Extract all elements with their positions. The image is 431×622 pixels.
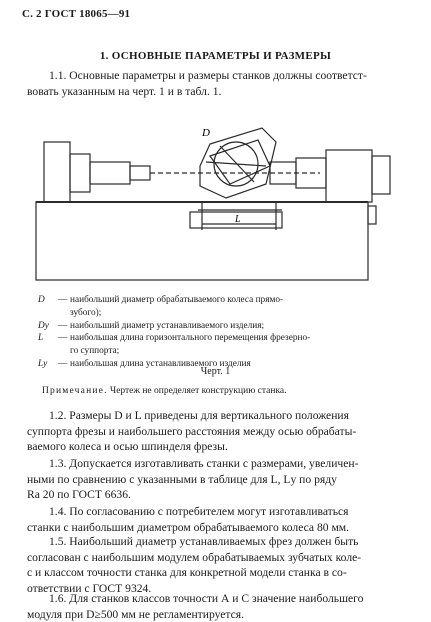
- paragraph-1-3: [27, 456, 414, 503]
- note-text: Чертеж не определяет конструкцию станка.: [107, 386, 287, 396]
- legend-item-l: [38, 332, 410, 358]
- legend-symbol: L: [38, 333, 44, 344]
- legend-dash: —: [58, 295, 68, 305]
- drawing-label-l: L: [235, 214, 241, 225]
- legend-text: го суппорта;: [70, 346, 120, 357]
- legend-text: наибольшая длина устанавливаемого изделия: [70, 358, 251, 369]
- legend-dash: —: [58, 320, 68, 331]
- paragraph-line: 1.2. Размеры D и L приведены для вертикального положения: [49, 409, 349, 422]
- legend-text: наибольшая длина горизонтального перемещения фрезерно-: [70, 333, 311, 344]
- paragraph-line: суппорта фрезы и наибольшего расстояния между осью обрабаты-: [27, 424, 357, 438]
- legend-symbol: Lу: [38, 358, 48, 369]
- legend-item-d: [38, 294, 410, 320]
- legend-text: наибольший диаметр устанавливаемого изделия;: [70, 320, 265, 331]
- paragraph-line: 1.1. Основные параметры и размеры станков должны соответст-: [49, 69, 367, 82]
- drawing-legend: [38, 294, 410, 371]
- paragraph-line: вовать указанным на черт. 1 и в табл. 1.: [27, 84, 222, 98]
- paragraph-line: 1.3. Допускается изготавливать станки с размерами, увеличен-: [49, 457, 359, 470]
- section-title: 1. ОСНОВНЫЕ ПАРАМЕТРЫ И РАЗМЕРЫ: [99, 50, 332, 62]
- legend-symbol: D: [38, 295, 45, 305]
- paragraph-line: станки с наибольшим диаметром обрабатываемого колеса 80 мм.: [27, 520, 350, 534]
- legend-text: наибольший диаметр обрабатываемого колеса прямо-: [70, 295, 284, 305]
- paragraph-line: с и классом точности станка для конкретной модели станка в со-: [27, 566, 347, 580]
- paragraph-line: согласован с наибольшим модулем обрабатываемых зубчатых коле-: [27, 550, 362, 564]
- legend-dash: —: [58, 333, 68, 344]
- paragraph-1-1: [27, 68, 414, 99]
- paragraph-line: 1.4. По согласованию с потребителем могут изготавливаться: [49, 505, 349, 518]
- paragraph-line: 1.5. Наибольший диаметр устанавливаемых фрез должен быть: [49, 535, 359, 548]
- note: [42, 386, 287, 396]
- drawing-label-d: D: [202, 127, 210, 139]
- paragraph-1-2: [27, 408, 414, 455]
- paragraph-line: модуля при D≥500 мм не регламентируется.: [27, 607, 244, 621]
- legend-item-dy: [38, 320, 410, 333]
- machine-drawing: [30, 106, 406, 286]
- paragraph-line: Ra 20 по ГОСТ 6636.: [27, 488, 131, 502]
- paragraph-line: 1.6. Для станков классов точности А и С значение наибольшего: [49, 592, 364, 605]
- paragraph-1-6: [27, 591, 414, 622]
- paragraph-line: ответствии с ГОСТ 9324.: [27, 582, 152, 596]
- paragraph-1-4: [27, 504, 414, 535]
- legend-symbol: Dу: [38, 320, 49, 331]
- figure-caption: Черт. 1: [200, 366, 231, 377]
- paragraph-1-5: [27, 534, 414, 597]
- legend-text: зубого);: [70, 307, 102, 318]
- legend-dash: —: [58, 358, 68, 369]
- paragraph-line: ваемого колеса и осью шпинделя фрезы.: [27, 440, 228, 454]
- paragraph-line: ными по сравнению с указанными в таблице для L, Lу по ряду: [27, 472, 337, 486]
- note-label: Примечание.: [42, 386, 108, 396]
- page-header: С. 2 ГОСТ 18065—91: [22, 8, 131, 20]
